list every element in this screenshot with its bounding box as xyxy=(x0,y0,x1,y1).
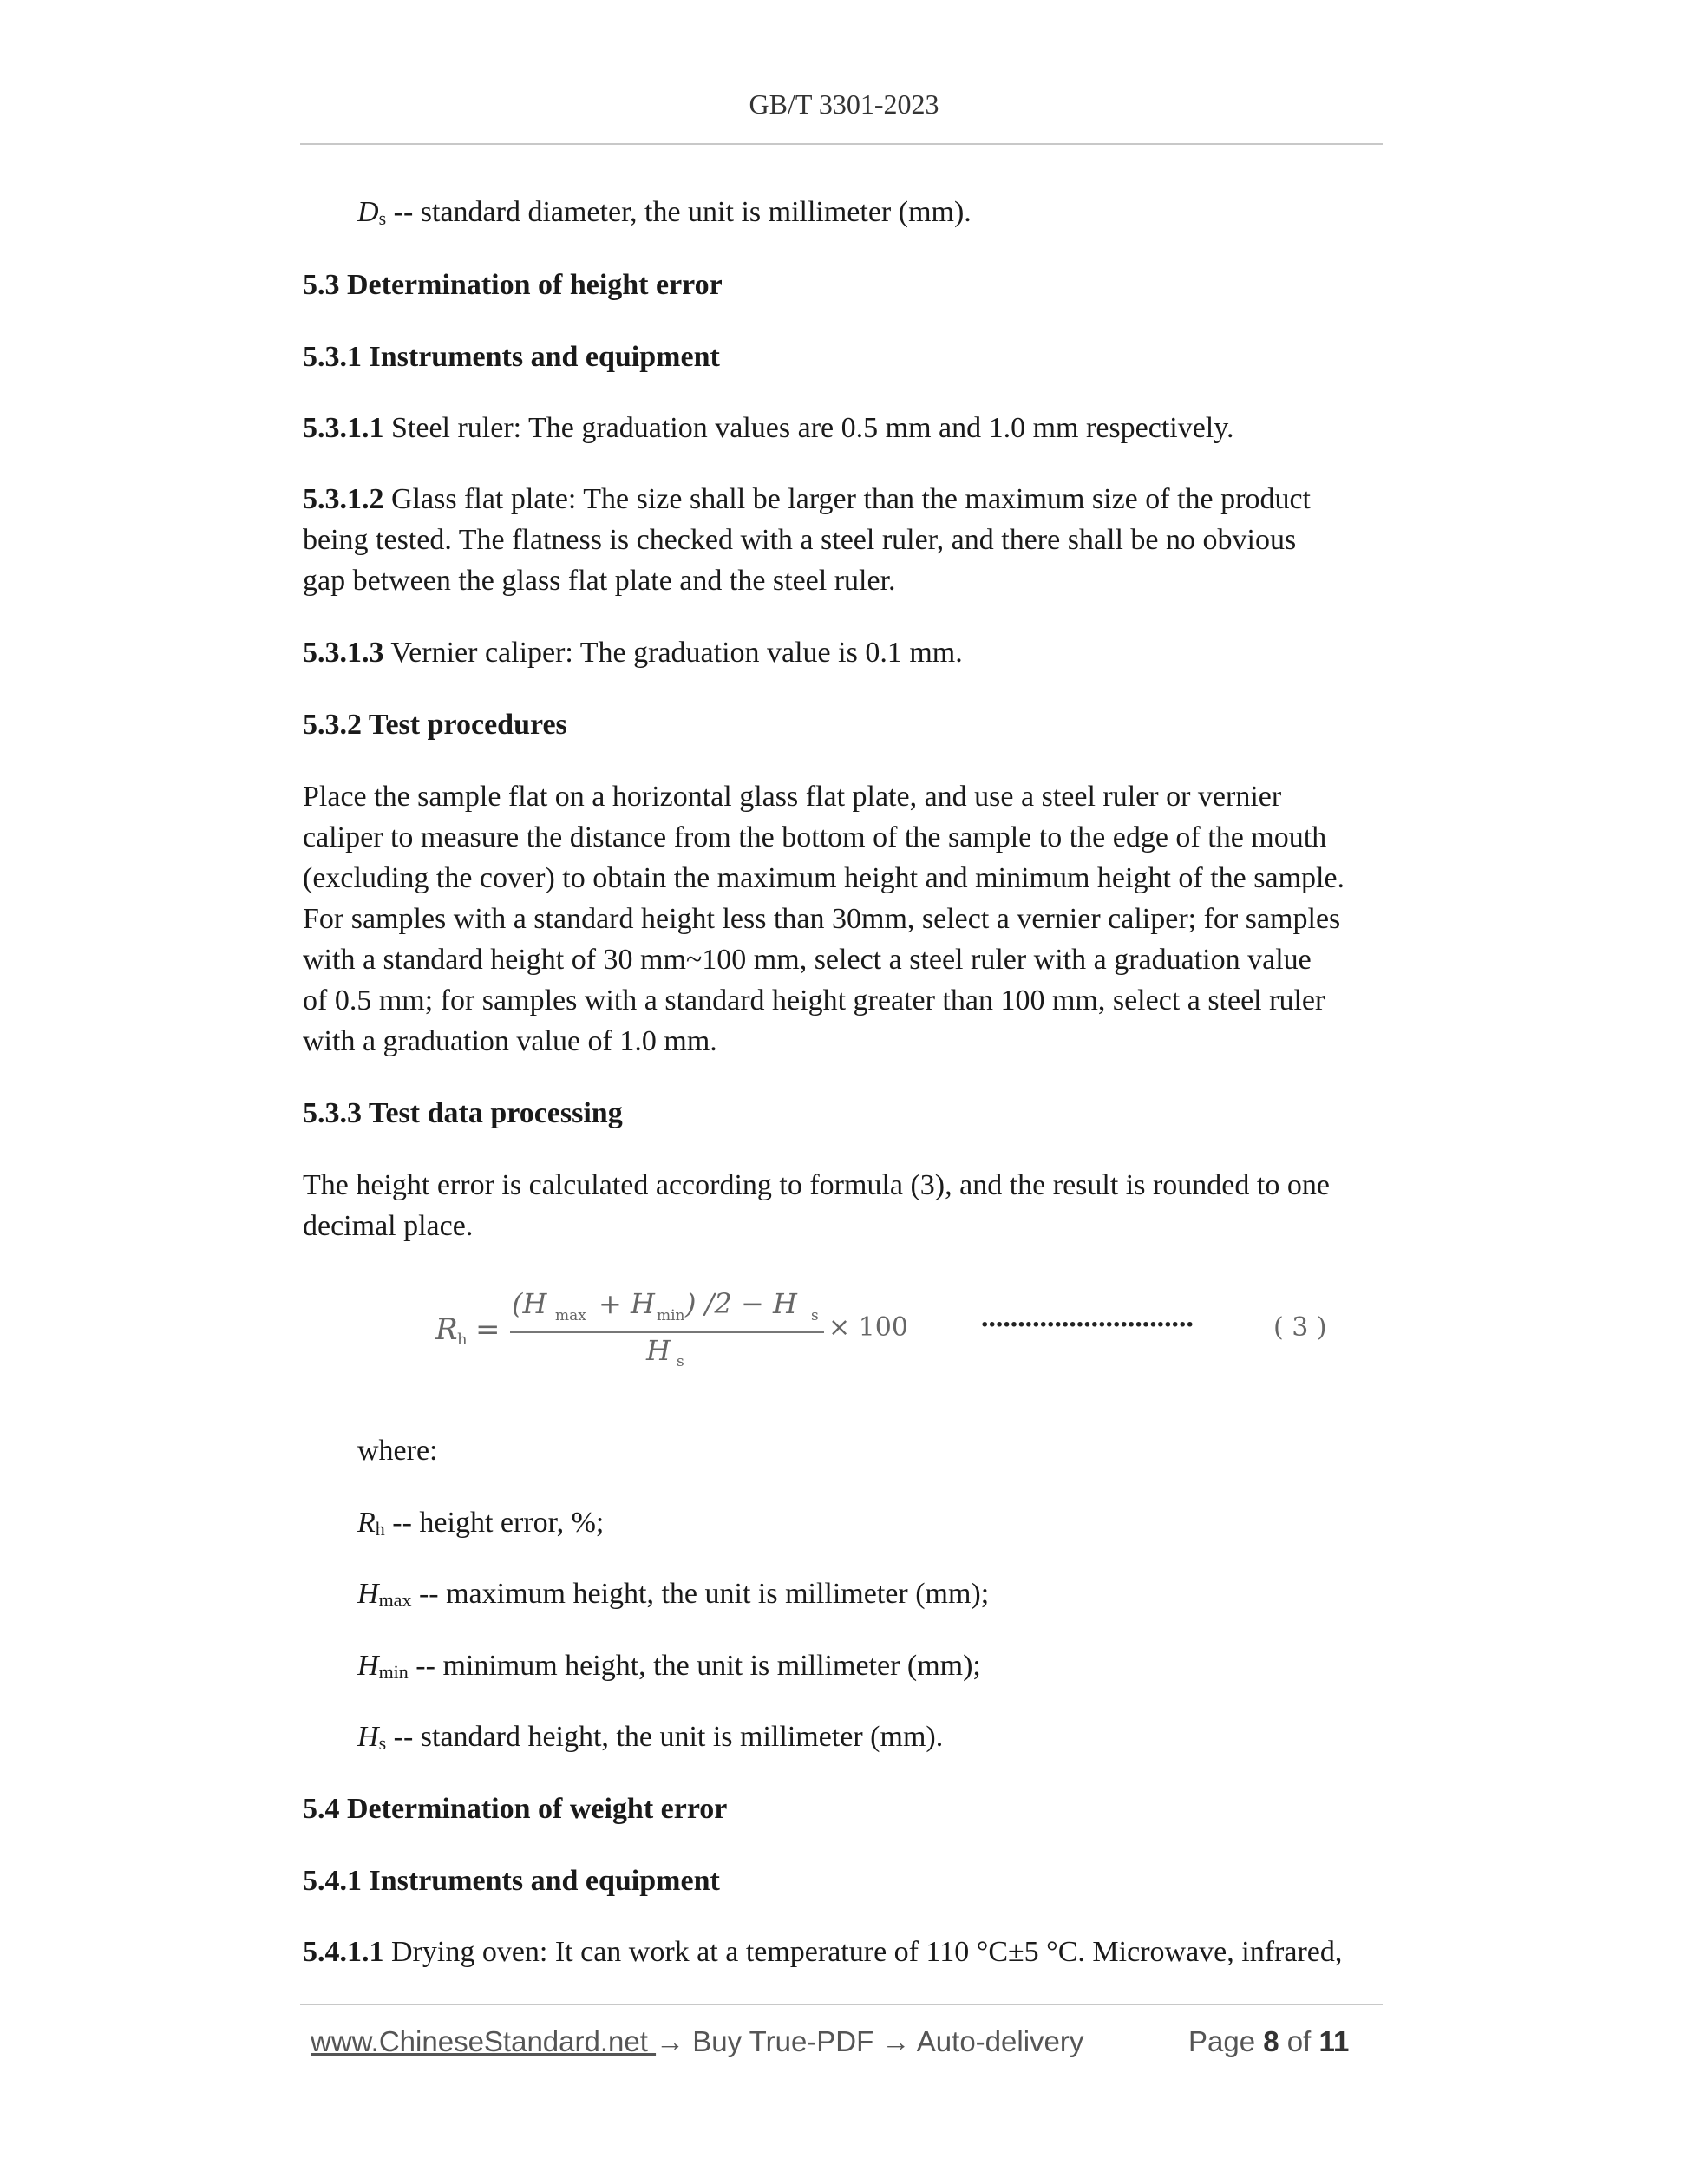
formula-max-sub: max xyxy=(555,1307,586,1324)
rh-text: -- height error, %; xyxy=(384,1507,605,1539)
hmin-text: -- minimum height, the unit is millimeter (mm); xyxy=(408,1650,981,1682)
clause-5-4-1-1 xyxy=(303,1932,1378,1972)
clause-text: Glass flat plate: The size shall be larger than the maximum size of the product xyxy=(383,483,1311,515)
formula-lhs-sub: h xyxy=(457,1331,468,1349)
section-5-3-3-heading: 5.3.3 Test data processing xyxy=(303,1097,623,1129)
hmax-variable: H xyxy=(357,1578,379,1610)
page-indicator xyxy=(1188,2025,1349,2058)
footer-promo xyxy=(311,2025,1083,2058)
hmin-variable: H xyxy=(357,1650,379,1682)
ds-definition xyxy=(357,192,972,232)
fraction-bar xyxy=(510,1331,824,1333)
formula-denominator: H xyxy=(646,1334,671,1367)
procedure-line-2: caliper to measure the distance from the bottom of the sample to the edge of the mouth xyxy=(303,821,1327,853)
formula-number: ( 3 ) xyxy=(1273,1312,1327,1343)
rh-definition xyxy=(357,1502,604,1543)
hs-text: -- standard height, the unit is millimeter (mm). xyxy=(386,1721,944,1753)
formula-min-sub: min xyxy=(657,1307,685,1324)
formula-times-100: × 100 xyxy=(828,1312,908,1343)
header-divider xyxy=(300,143,1383,145)
formula-lhs: R xyxy=(435,1312,458,1347)
hmin-definition xyxy=(357,1645,981,1686)
procedure-line-4: For samples with a standard height less than 30mm, select a vernier caliper; for samples xyxy=(303,903,1341,935)
clause-text: Vernier caliper: The graduation value is 0.1 mm. xyxy=(383,637,963,669)
clause-text: Steel ruler: The graduation values are 0.5 mm and 1.0 mm respectively. xyxy=(383,412,1234,444)
procedure-line-6: of 0.5 mm; for samples with a standard height greater than 100 mm, select a steel ruler xyxy=(303,984,1325,1017)
clause-number: 5.3.1.1 xyxy=(303,412,384,444)
delivery-text: Auto-delivery xyxy=(910,2025,1084,2057)
buy-text: Buy True-PDF xyxy=(684,2025,882,2057)
clause-number: 5.3.1.2 xyxy=(303,483,384,515)
arrow-right-icon: → xyxy=(881,2025,911,2057)
clause-5-3-1-1 xyxy=(303,408,1234,448)
formula-den-sub: s xyxy=(677,1353,684,1370)
formula-plus-h: + H xyxy=(599,1287,655,1320)
procedure-line-3: (excluding the cover) to obtain the maximum height and minimum height of the sample. xyxy=(303,862,1345,894)
formula-num-close: ) /2 − H xyxy=(685,1287,797,1320)
clause-5-3-1-3 xyxy=(303,632,963,673)
section-5-3-2-heading: 5.3.2 Test procedures xyxy=(303,709,567,741)
page-header-title: GB/T 3301-2023 xyxy=(749,88,939,120)
footer-divider xyxy=(300,2004,1383,2005)
clause-5-3-1-2-line-1 xyxy=(303,479,1378,520)
section-5-3-1-heading: 5.3.1 Instruments and equipment xyxy=(303,341,720,373)
hmin-subscript: min xyxy=(378,1661,409,1683)
clause-5-3-1-2-line-3: gap between the glass flat plate and the steel ruler. xyxy=(303,565,896,597)
hs-definition xyxy=(357,1716,943,1757)
hmax-definition xyxy=(357,1573,989,1614)
page-of: of xyxy=(1279,2025,1319,2057)
total-pages: 11 xyxy=(1318,2025,1350,2057)
section-5-4-heading: 5.4 Determination of weight error xyxy=(303,1793,728,1825)
ds-variable: D xyxy=(357,196,379,228)
clause-number: 5.3.1.3 xyxy=(303,637,384,669)
procedure-line-7: with a graduation value of 1.0 mm. xyxy=(303,1025,717,1057)
processing-line-2: decimal place. xyxy=(303,1210,474,1242)
formula-leader: ····························· xyxy=(980,1310,1193,1340)
current-page: 8 xyxy=(1263,2025,1279,2057)
section-5-4-1-heading: 5.4.1 Instruments and equipment xyxy=(303,1865,720,1897)
arrow-right-icon: → xyxy=(656,2025,685,2057)
clause-number: 5.4.1.1 xyxy=(303,1936,384,1968)
hmax-subscript: max xyxy=(378,1589,412,1611)
clause-text: Drying oven: It can work at a temperature of 110 °C±5 °C. Microwave, infrared, xyxy=(383,1936,1343,1968)
formula-num-open: (H xyxy=(512,1287,547,1320)
rh-variable: R xyxy=(357,1507,376,1539)
section-5-3-heading: 5.3 Determination of height error xyxy=(303,269,723,301)
clause-5-3-1-2-line-2: being tested. The flatness is checked with a steel ruler, and there shall be no obvious xyxy=(303,524,1297,556)
hs-subscript: s xyxy=(378,1732,387,1754)
rh-subscript: h xyxy=(375,1518,385,1540)
processing-line-1: The height error is calculated according to formula (3), and the result is rounded to one xyxy=(303,1169,1330,1201)
procedure-line-5: with a standard height of 30 mm~100 mm, select a steel ruler with a graduation value xyxy=(303,944,1312,976)
where-label: where: xyxy=(357,1435,438,1467)
ds-subscript: s xyxy=(378,207,387,229)
formula-3 xyxy=(425,1284,1379,1379)
ds-text: -- standard diameter, the unit is millimeter (mm). xyxy=(386,196,972,228)
formula-equals: = xyxy=(475,1312,501,1347)
chinesestandard-link[interactable]: www.ChineseStandard.net xyxy=(311,2025,657,2057)
procedure-line-1: Place the sample flat on a horizontal glass flat plate, and use a steel ruler or vernier xyxy=(303,781,1282,813)
hs-variable: H xyxy=(357,1721,379,1753)
hmax-text: -- maximum height, the unit is millimeter (mm); xyxy=(411,1578,990,1610)
page-label: Page xyxy=(1188,2025,1264,2057)
formula-s-sub: s xyxy=(811,1307,819,1324)
